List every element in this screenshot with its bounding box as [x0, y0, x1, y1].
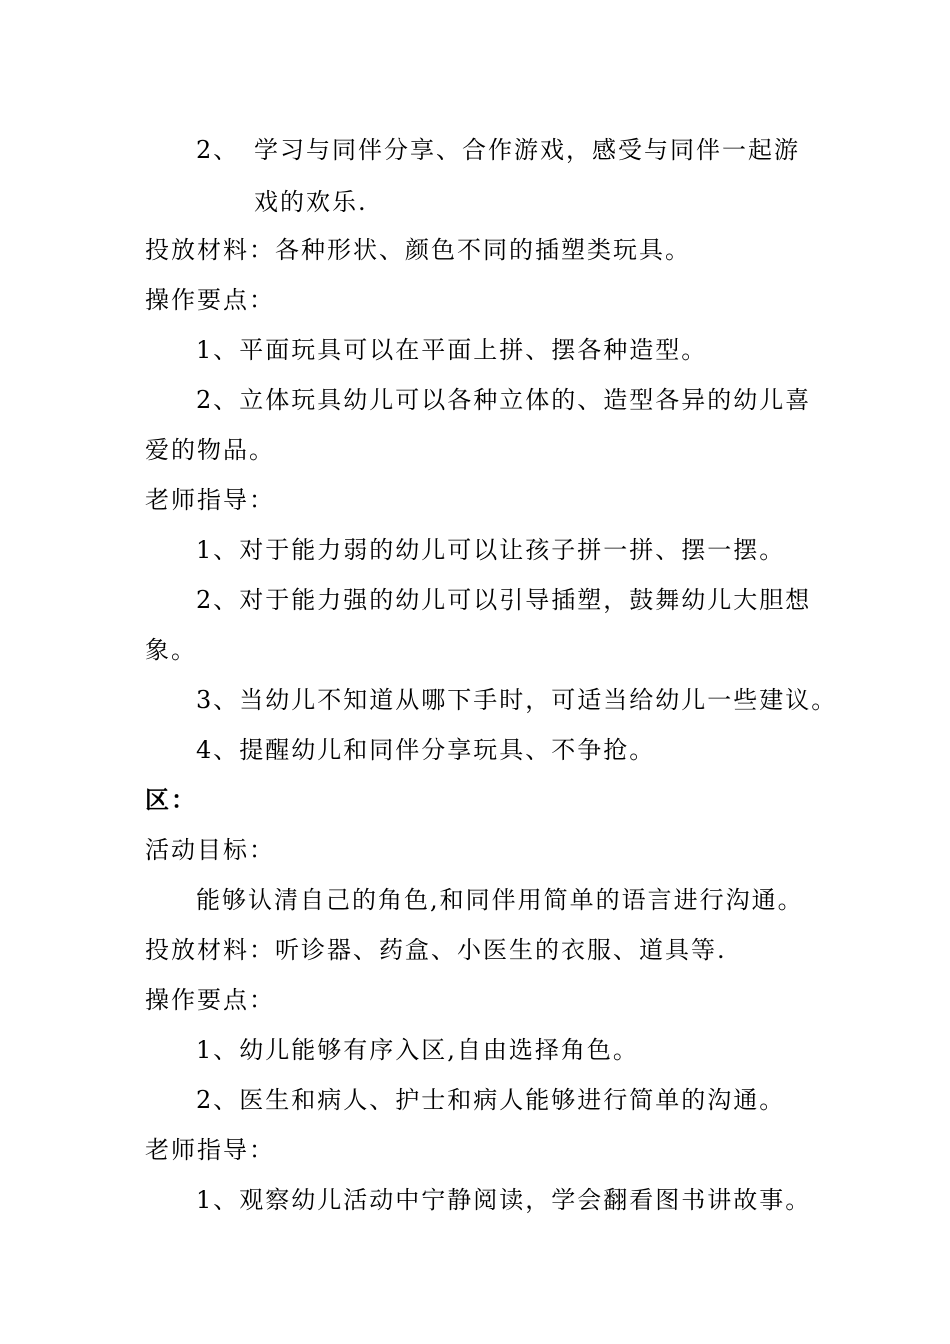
list-item: 1、幼儿能够有序入区,自由选择角色。 [196, 1036, 639, 1064]
list-item-text: 学习与同伴分享、合作游戏，感受与同伴一起游 [254, 136, 800, 164]
paragraph-line: 爱的物品。 [145, 436, 275, 464]
materials-line: 投放材料：听诊器、药盒、小医生的衣服、道具等. [145, 936, 727, 964]
materials-line: 投放材料：各种形状、颜色不同的插塑类玩具。 [145, 236, 691, 264]
list-item: 3、当幼儿不知道从哪下手时，可适当给幼儿一些建议。 [196, 686, 838, 714]
list-item: 2、对于能力强的幼儿可以引导插塑，鼓舞幼儿大胆想 [196, 586, 812, 614]
section-heading: 操作要点： [145, 986, 275, 1014]
list-item: 1、平面玩具可以在平面上拼、摆各种造型。 [196, 336, 708, 364]
list-item: 1、观察幼儿活动中宁静阅读，学会翻看图书讲故事。 [196, 1186, 812, 1214]
paragraph-line: 能够认清自己的角色,和同伴用简单的语言进行沟通。 [196, 886, 804, 914]
list-number: 2、 [196, 136, 240, 164]
list-item: 2、医生和病人、护士和病人能够进行简单的沟通。 [196, 1086, 786, 1114]
paragraph-line: 象。 [145, 636, 197, 664]
list-item: 1、对于能力弱的幼儿可以让孩子拼一拼、摆一摆。 [196, 536, 786, 564]
list-item: 4、提醒幼儿和同伴分享玩具、不争抢。 [196, 736, 656, 764]
section-heading: 活动目标： [145, 836, 275, 864]
paragraph-line: 戏的欢乐. [254, 188, 368, 216]
section-heading: 老师指导： [145, 486, 275, 514]
area-heading: 区： [145, 785, 197, 814]
section-heading: 老师指导： [145, 1136, 275, 1164]
section-heading: 操作要点： [145, 286, 275, 314]
list-item-2-line [196, 134, 800, 166]
list-item: 2、立体玩具幼儿可以各种立体的、造型各异的幼儿喜 [196, 386, 812, 414]
